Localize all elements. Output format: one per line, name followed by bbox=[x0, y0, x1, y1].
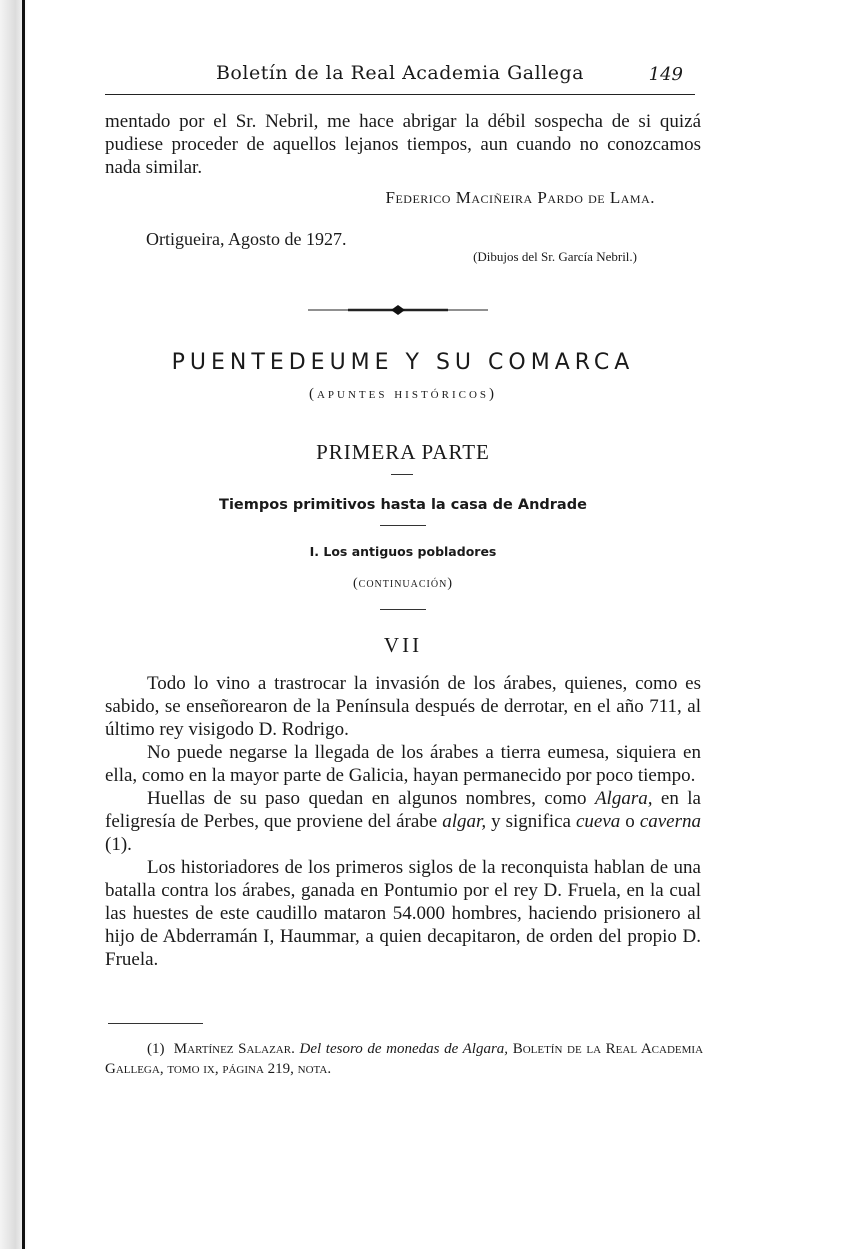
text-run: en la feligresía de Perbes, que proviene del árabe bbox=[105, 788, 701, 832]
italic-term: Algara, bbox=[594, 788, 653, 809]
chapter-number: VII bbox=[383, 633, 423, 657]
italic-term: algar, bbox=[442, 811, 487, 832]
body-paragraph: Todo lo vino a trastrocar la invasión de los árabes, quienes, como es sabido, se enseñorearon de la Península después de derrotar, en el año 711, al último rey visigodo D. Rodrigo. bbox=[105, 673, 701, 740]
subsection-heading: I. Los antiguos pobladores bbox=[309, 544, 497, 559]
running-title: Boletín de la Real Academia Gallega bbox=[215, 62, 585, 84]
text-run: Huellas de su paso quedan en algunos nombres, como bbox=[147, 788, 595, 809]
footnote-reference: (1). bbox=[105, 834, 132, 855]
place-date: Ortigueira, Agosto de 1927. bbox=[146, 229, 347, 249]
text-run: o bbox=[620, 811, 640, 832]
italic-term: caverna bbox=[639, 811, 702, 832]
short-rule bbox=[380, 609, 426, 610]
body-paragraph bbox=[105, 787, 701, 856]
text-run: y significa bbox=[486, 811, 576, 832]
footnote-author: Martínez Salazar. bbox=[173, 1041, 295, 1057]
article-subtitle: (apuntes históricos) bbox=[308, 386, 498, 402]
article-title: PUENTEDEUME Y SU COMARCA bbox=[171, 350, 635, 375]
footnote-citation: Boletín de la Real Academia Gallega, tomo ix, página 219, nota. bbox=[105, 1041, 704, 1077]
intro-paragraph-block bbox=[105, 110, 701, 179]
short-rule bbox=[391, 474, 413, 475]
ornament-divider bbox=[308, 303, 488, 317]
drawings-credit: (Dibujos del Sr. García Nebril.) bbox=[473, 249, 637, 264]
part-heading: PRIMERA PARTE bbox=[316, 440, 490, 464]
intro-paragraph: mentado por el Sr. Nebril, me hace abrigar la débil sospecha de si quizá pudiese proceder de aquellos lejanos tiempos, aun cuando no conozcamos nada similar. bbox=[105, 111, 701, 178]
footnote bbox=[105, 1039, 703, 1079]
section-heading: Tiempos primitivos hasta la casa de Andrade bbox=[219, 497, 587, 513]
footnote-work-title: Del tesoro de monedas de Algara, bbox=[299, 1041, 509, 1057]
footnote-number: (1) bbox=[147, 1041, 165, 1057]
continuation-label: (continuación) bbox=[353, 576, 453, 591]
running-header bbox=[105, 60, 695, 95]
body-paragraph: Los historiadores de los primeros siglos de la reconquista hablan de una batalla contra los árabes, ganada en Pontumio por el rey D. Fruela, en la cual las huestes de este caudillo mataron 54.000 hombres, haciendo prisionero al hijo de Abderramán I, Haummar, a quien decapitaron, de orden del propio D. Fruela. bbox=[105, 857, 701, 970]
body-paragraph: No puede negarse la llegada de los árabes a tierra eumesa, siquiera en ella, como en la mayor parte de Galicia, hayan permanecido por poco tiempo. bbox=[105, 742, 701, 786]
page-number: 149 bbox=[648, 64, 683, 85]
page-binding-edge bbox=[22, 0, 25, 1249]
author-signature: Federico Maciñeira Pardo de Lama. bbox=[385, 188, 655, 207]
short-rule bbox=[380, 525, 426, 526]
italic-term: cueva bbox=[576, 811, 621, 832]
footnote-rule bbox=[108, 1023, 203, 1024]
body-text bbox=[105, 672, 701, 971]
